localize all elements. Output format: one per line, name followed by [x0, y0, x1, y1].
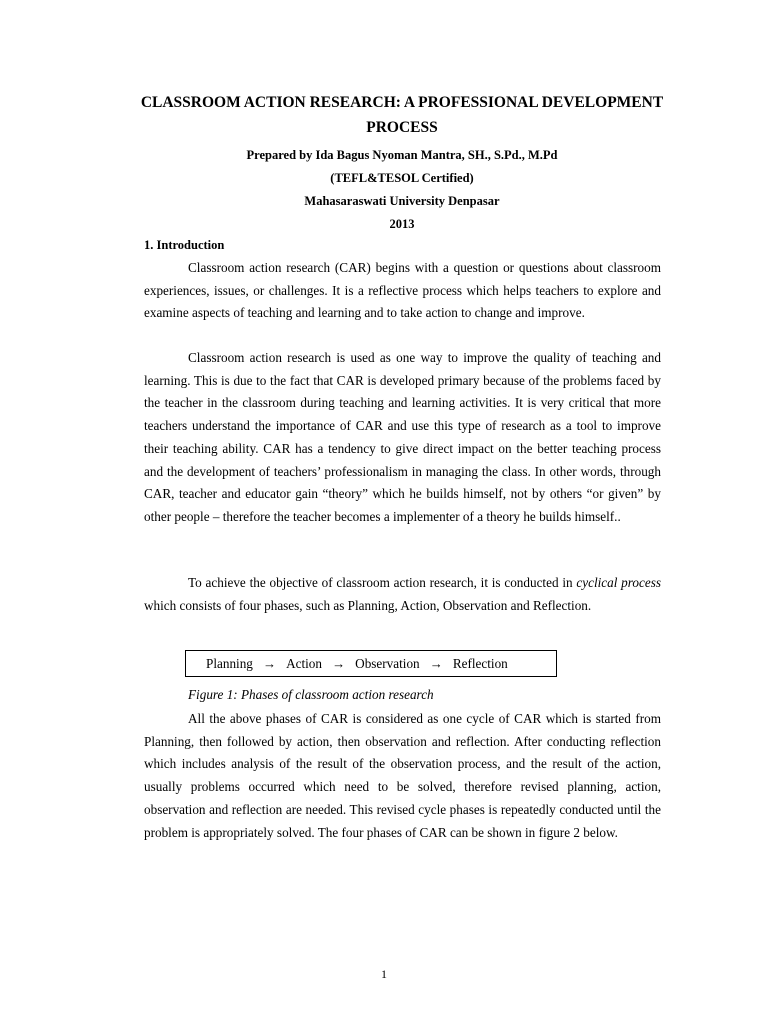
paragraph-3	[144, 572, 661, 617]
phase-reflection: Reflection	[452, 655, 508, 671]
paragraph-3-italic: cyclical process	[576, 575, 661, 590]
arrow-right-icon: →	[429, 655, 443, 671]
phases-flow-box	[185, 650, 557, 677]
paragraph-3-start: To achieve the objective of classroom action research, it is conducted in	[188, 575, 577, 590]
paragraph-3-end: which consists of four phases, such as Planning, Action, Observation and Reflection.	[144, 597, 592, 613]
phase-observation: Observation	[355, 655, 420, 671]
page-number: 1	[381, 967, 387, 981]
document-title: CLASSROOM ACTION RESEARCH: A PROFESSIONAL DEVELOPMENT PROCESS	[140, 94, 664, 136]
paragraph-1: Classroom action research (CAR) begins with a question or questions about classroom experiences, issues, or challenges. It is a reflective process which helps teachers to explore and examine aspects of teaching and learning and to take action to change and improve.	[144, 260, 661, 321]
arrow-right-icon: →	[331, 655, 346, 671]
paragraph-2: Classroom action research is used as one way to improve the quality of teaching and learning. This is due to the fact that CAR is developed primary because of the problems faced by the teacher in the classroom during teaching and learning activities. It is very critical that more teachers understand the importance of CAR and use this type of research as a tool to improve their teaching ability. CAR has a tendency to give direct impact on the better teaching process and the development of teachers’ professionalism in managing the class. In other words, through CAR, teacher and educator gain “theory” which he builds himself, not by others “or given” by other people – therefore the teacher becomes a implementer of a theory he builds himself..	[144, 350, 661, 524]
author-line: Prepared by Ida Bagus Nyoman Mantra, SH., S.Pd., M.Pd	[246, 148, 558, 162]
phase-planning: Planning	[206, 655, 253, 671]
section-heading: 1. Introduction	[144, 238, 225, 252]
figure-caption: Figure 1: Phases of classroom action research	[188, 687, 434, 702]
institution-line: Mahasaraswati University Denpasar	[304, 194, 500, 208]
phase-action: Action	[286, 655, 322, 671]
year-line: 2013	[389, 217, 415, 231]
paragraph-4: All the above phases of CAR is considered as one cycle of CAR which is started from Planning, then followed by action, then observation and reflection. After conducting reflection which includes analysis of the result of the observation process, and the result of the action, usually problems occurred which need to be solved, therefore revised planning, action, observation and reflection are needed. This revised cycle phases is repeatedly conducted until the problem is appropriately solved. The four phases of CAR can be shown in figure 2 below.	[144, 711, 661, 840]
certification-line: (TEFL&TESOL Certified)	[330, 171, 474, 185]
arrow-right-icon: →	[262, 655, 277, 671]
